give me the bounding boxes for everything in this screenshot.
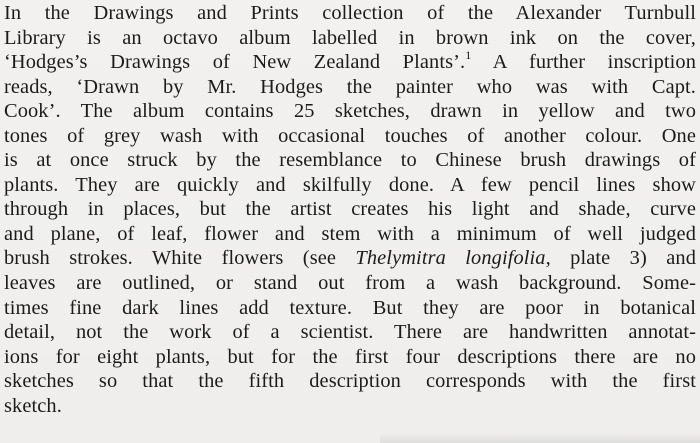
text-segment: times fine dark lines add texture. But they are poor in botanical [4,296,696,319]
species-name-italic: Thelymitra longifolia [355,247,546,270]
text-segment: detail, not the work of a scientist. There are handwritten annotat- [4,321,696,344]
text-segment: through in places, but the artist creates his light and shade, curve [4,198,696,221]
text-line-11 [4,246,696,271]
text-segment: tones of grey wash with occasional touches of another colour. One [4,124,696,147]
footnote-marker: 1 [465,48,472,63]
text-line-17 [4,394,696,419]
bleed-through-shadow [380,433,700,443]
text-segment: Library is an octavo album labelled in brown ink on the cover, [4,26,696,49]
text-line-15 [4,345,696,370]
text-segment: brush strokes. White flowers (see [4,247,356,270]
text-segment: ‘Hodges’s Drawings of New Zealand Plants’. [4,51,466,74]
text-line-14 [4,320,696,345]
text-segment: sketch. [4,394,62,417]
text-line-9 [4,197,696,222]
text-line-8 [4,173,696,198]
text-line-2 [4,26,696,51]
text-segment: Cook’. The album contains 25 sketches, drawn in yellow and two [4,100,696,123]
text-line-10 [4,222,696,247]
paragraph [4,1,696,418]
text-line-12 [4,271,696,296]
text-segment: sketches so that the fifth description corresponds with the first [4,370,696,393]
text-segment: A further inscription [471,51,696,74]
text-line-4 [4,75,696,100]
text-segment: , plate 3) and [545,247,696,270]
text-segment: and plane, of leaf, flower and stem with a minimum of well judged [4,222,696,245]
text-line-3 [4,50,696,75]
text-line-16 [4,369,696,394]
text-segment: plants. They are quickly and skilfully done. A few pencil lines show [4,173,696,196]
text-line-1 [4,1,696,26]
text-segment: leaves are outlined, or stand out from a wash background. Some- [4,272,696,295]
text-segment: ions for eight plants, but for the first four descriptions there are no [4,345,696,368]
text-segment: reads, ‘Drawn by Mr. Hodges the painter who was with Capt. [4,75,696,98]
text-segment: In the Drawings and Prints collection of the Alexander Turnbull [4,2,696,24]
text-segment: is at once struck by the resemblance to Chinese brush drawings of [4,149,696,172]
text-line-6 [4,124,696,149]
text-line-13 [4,296,696,321]
text-line-5 [4,99,696,124]
text-line-7 [4,148,696,173]
